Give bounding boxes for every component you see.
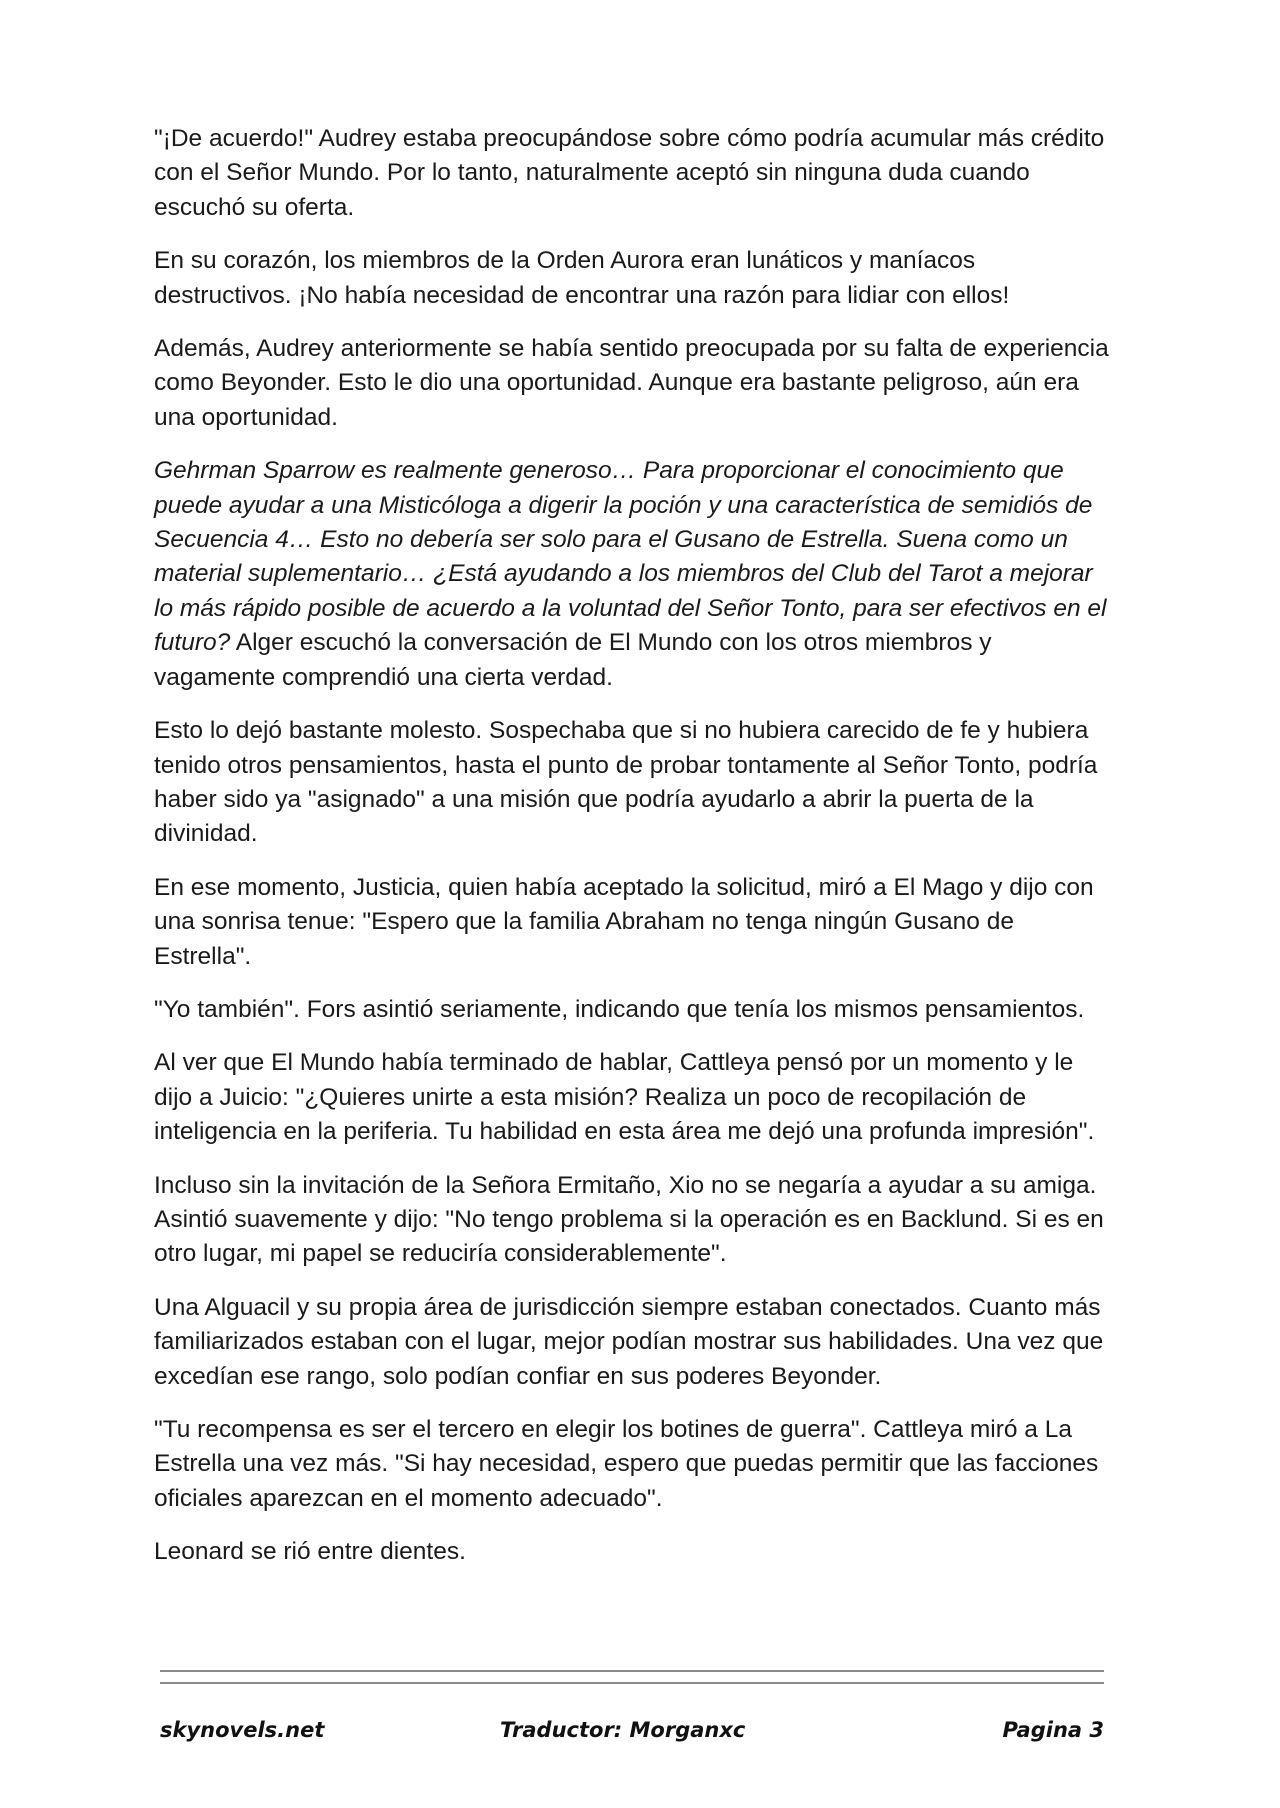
document-body bbox=[154, 122, 1114, 1589]
paragraph-6: En ese momento, Justicia, quien había aceptado la solicitud, miró a El Mago y dijo con una sonrisa tenue: "Espero que la familia Abraham no tenga ningún Gusano de Estrella". bbox=[154, 873, 1094, 970]
paragraph-8: Al ver que El Mundo había terminado de hablar, Cattleya pensó por un momento y le dijo a Juicio: "¿Quieres unirte a esta misión? Realiza un poco de recopilación de inteligencia en la periferia. Tu habilidad en esta área me dejó una profunda impresión". bbox=[154, 1049, 1095, 1146]
paragraph-9: Incluso sin la invitación de la Señora Ermitaño, Xio no se negaría a ayudar a su amiga. Asintió suavemente y dijo: "No tengo problema si la operación es en Backlund. Si es en otro lugar, mi papel se reduciría considerablemente". bbox=[154, 1171, 1104, 1268]
footer-translator: Traductor: Morganxc bbox=[500, 1718, 746, 1742]
page-footer bbox=[160, 1718, 1104, 1748]
footer-site: skynovels.net bbox=[160, 1718, 325, 1742]
paragraph-10: Una Alguacil y su propia área de jurisdicción siempre estaban conectados. Cuanto más familiarizados estaban con el lugar, mejor podían mostrar sus habilidades. Una vez que excedían ese rango, solo podían confiar en sus poderes Beyonder. bbox=[154, 1293, 1104, 1390]
paragraph-5: Esto lo dejó bastante molesto. Sospechaba que si no hubiera carecido de fe y hubiera tenido otros pensamientos, hasta el punto de probar tontamente al Señor Tonto, podría haber sido ya "asignado" a una misión que podría ayudarlo a abrir la puerta de la divinidad. bbox=[154, 717, 1098, 848]
paragraph-1: "¡De acuerdo!" Audrey estaba preocupándose sobre cómo podría acumular más crédito con el Señor Mundo. Por lo tanto, naturalmente aceptó sin ninguna duda cuando escuchó su oferta. bbox=[154, 125, 1105, 221]
paragraph-4: Gehrman Sparrow es realmente generoso… Para proporcionar el conocimiento que puede ayudar a una Misticóloga a digerir la poción y una característica de semidiós de Secuencia 4… Esto no debería ser solo para el Gusano de Estrella. Suena como un material suplementario… ¿Está ayudando a los miembros del Club del Tarot a mejorar lo más rápido posible de acuerdo a la voluntad del Señor Tonto, para ser efectivos en el futuro? Alger escuchó la conversación de El Mundo con los otros miembros y vagamente comprendió una cierta verdad. bbox=[154, 457, 1107, 691]
footer-page-number: Pagina 3 bbox=[1002, 1718, 1104, 1742]
italic-thought: Gehrman Sparrow es realmente generoso… Para proporcionar el conocimiento que puede ayudar a una Misticóloga a digerir la poción y una característica de semidiós de Secuencia 4… Esto no debería ser solo para el Gusano de Estrella. Suena como un material suplementario… ¿Está ayudando a los miembros del Club del Tarot a mejorar lo más rápido posible de acuerdo a la voluntad del Señor Tonto, para ser efectivos en el futuro? bbox=[154, 457, 1107, 657]
paragraph-3: Además, Audrey anteriormente se había sentido preocupada por su falta de experiencia como Beyonder. Esto le dio una oportunidad. Aunque era bastante peligroso, aún era una oportunidad. bbox=[154, 335, 1109, 431]
footer-rule-bottom bbox=[160, 1682, 1104, 1684]
paragraph-7: "Yo también". Fors asintió seriamente, indicando que tenía los mismos pensamientos. bbox=[154, 995, 1085, 1023]
paragraph-2: En su corazón, los miembros de la Orden Aurora eran lunáticos y maníacos destructivos. ¡No había necesidad de encontrar una razón para lidiar con ellos! bbox=[154, 247, 1010, 309]
footer-rule-top bbox=[160, 1670, 1104, 1672]
paragraph-11: "Tu recompensa es ser el tercero en elegir los botines de guerra". Cattleya miró a La Estrella una vez más. "Si hay necesidad, espero que puedas permitir que las facciones oficiales aparezcan en el momento adecuado". bbox=[154, 1416, 1099, 1512]
paragraph-12: Leonard se rió entre dientes. bbox=[154, 1538, 466, 1566]
